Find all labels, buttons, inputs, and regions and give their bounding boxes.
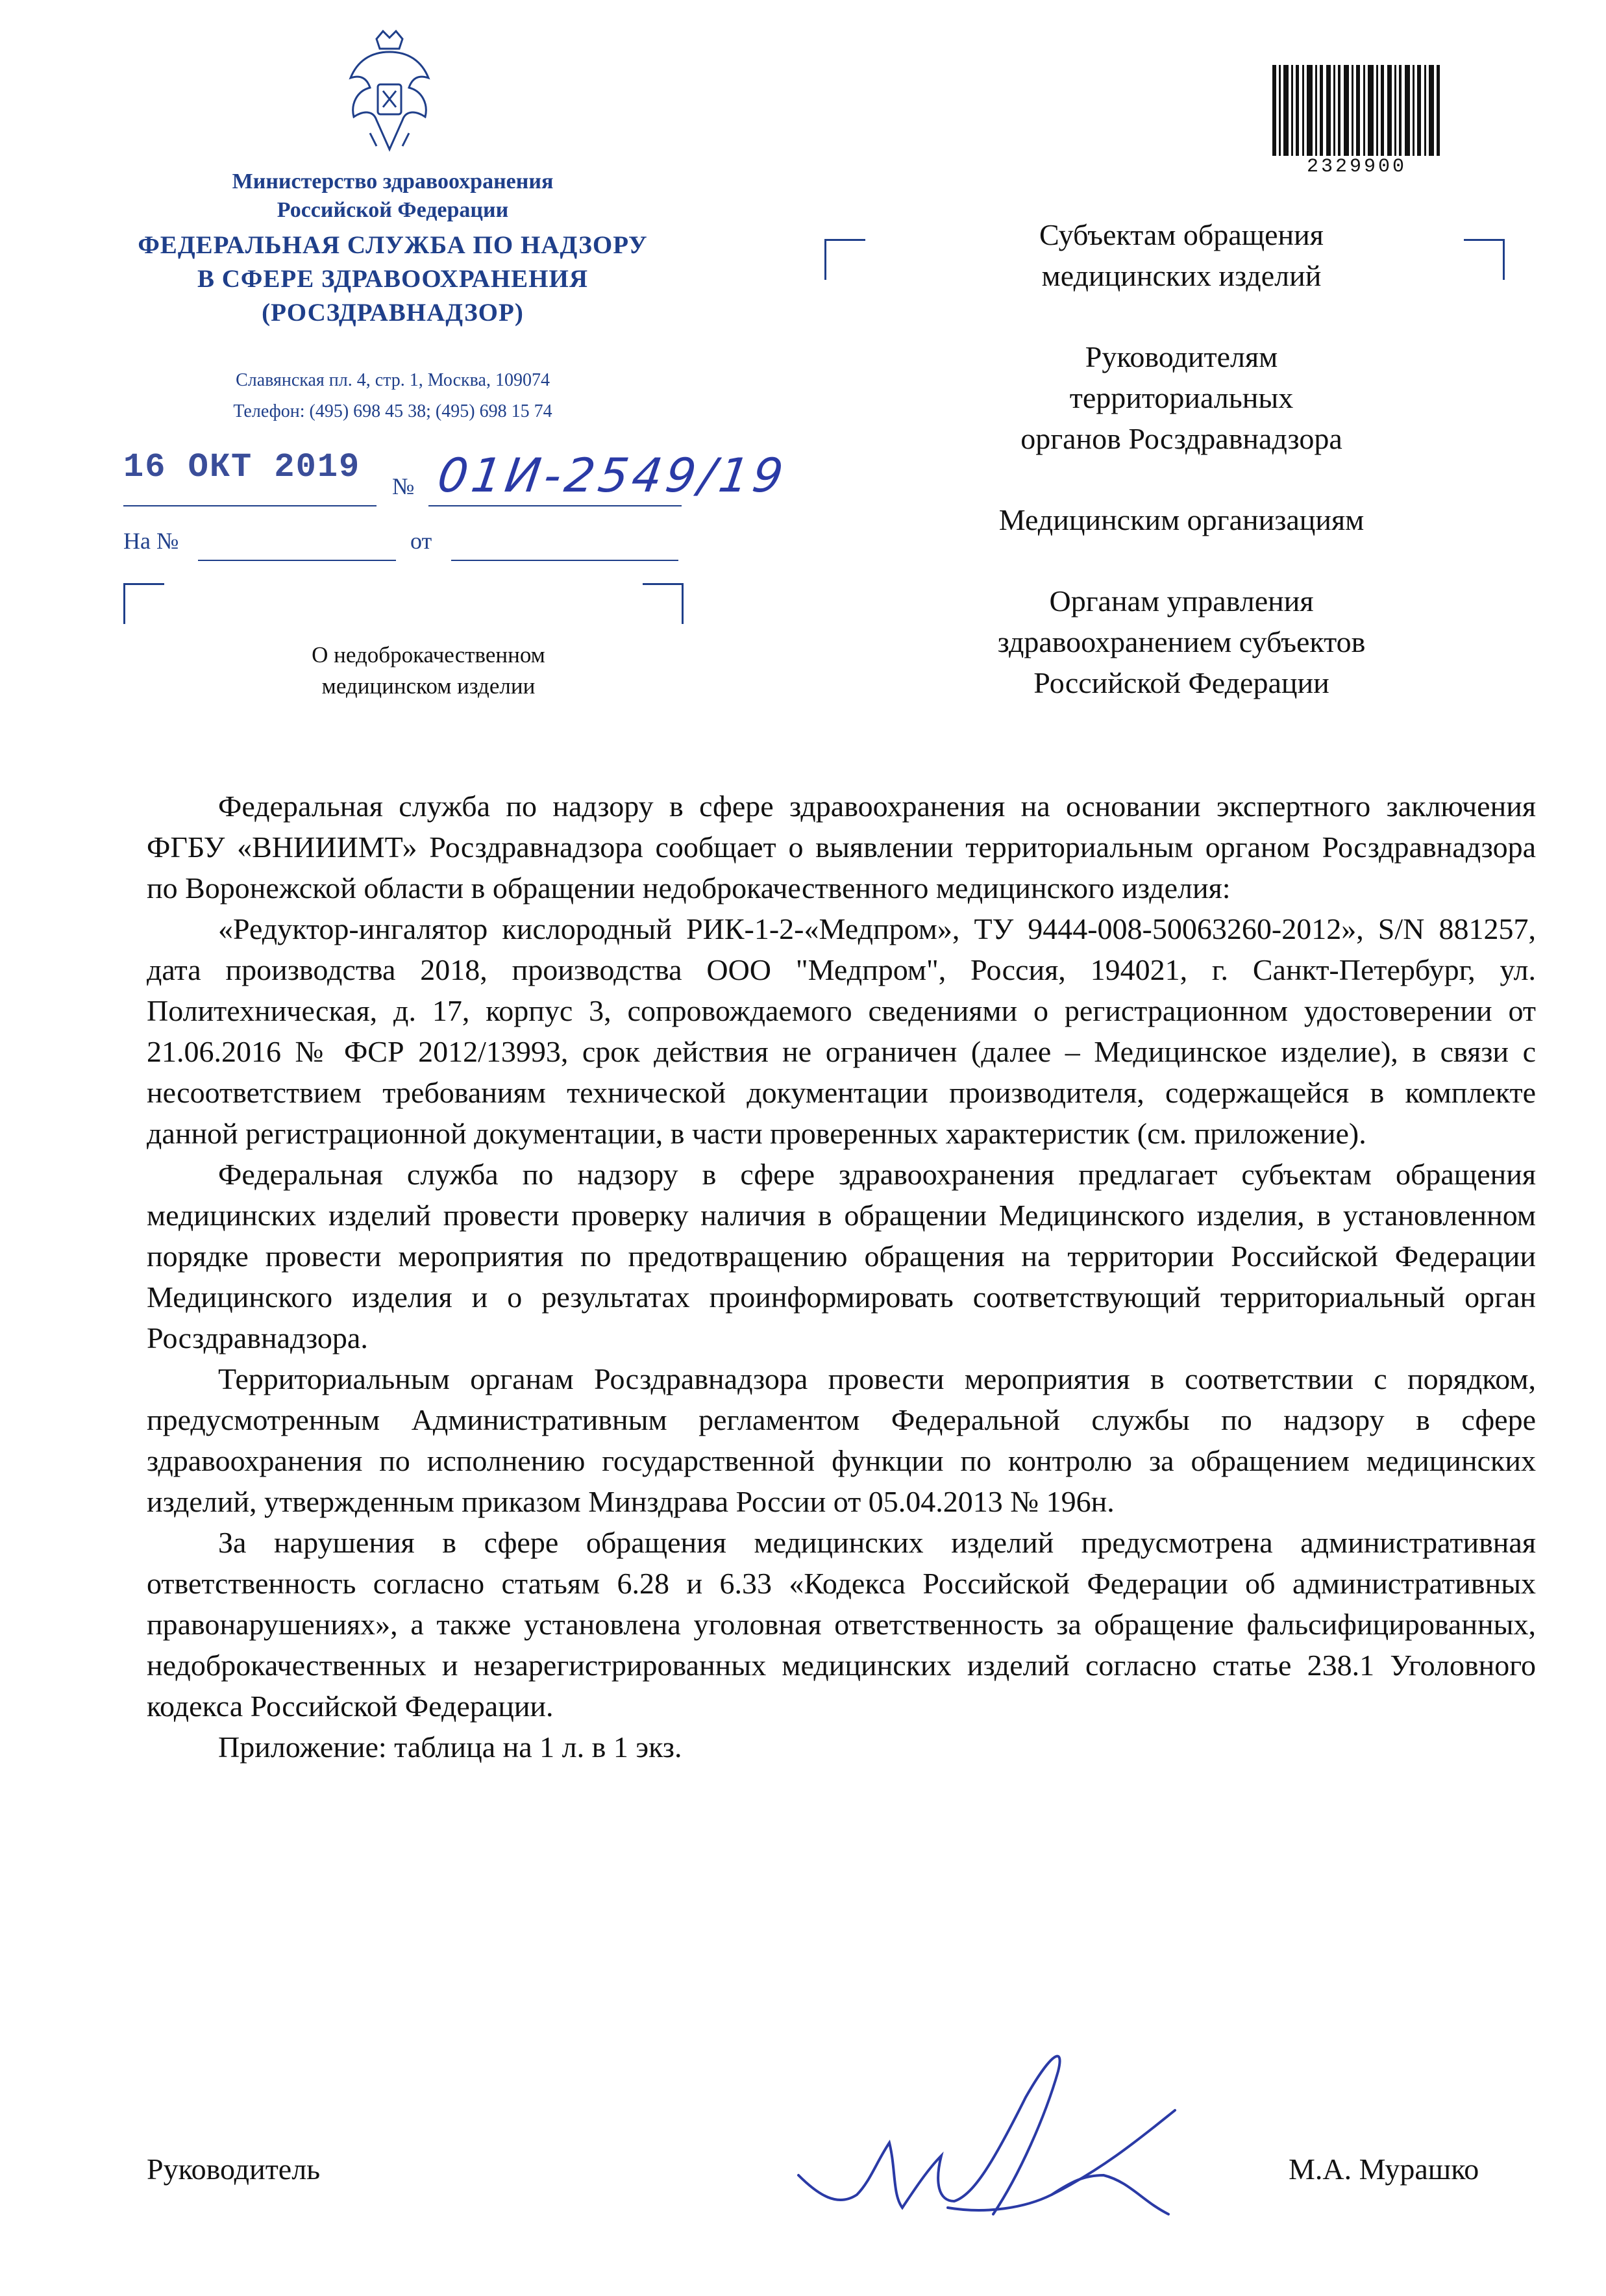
number-label: №: [392, 473, 415, 499]
recipient-line: Органам управления: [1049, 584, 1314, 618]
recipient-corner-left: [824, 239, 865, 280]
recipient-line: Российской Федерации: [1033, 666, 1329, 699]
body-paragraph-4: Территориальным органам Росздравнадзора провести мероприятия в соответствии с порядком, предусмотренным Административным регламентом Федеральной службы по надзору в сфере здравоохранения по исполнению государственной функции по контролю за обращением медицинских изделий, утвержденным приказом Минздрава России от 05.04.2013 № 196н.: [147, 1362, 1536, 1518]
recipient-line: Руководителям: [1085, 340, 1278, 373]
date-stamp: 16 ОКТ 2019: [123, 448, 361, 486]
ministry-line-2: Российской Федерации: [277, 198, 509, 222]
subject-corner-right: [643, 583, 684, 624]
handwritten-signature: [779, 2045, 1233, 2296]
recipient-line: медицинских изделий: [1041, 259, 1322, 292]
sender-address: [123, 365, 662, 427]
phone-line: Телефон: (495) 698 45 38; (495) 698 15 74: [233, 401, 552, 421]
body-paragraph-1: Федеральная служба по надзору в сфере здравоохранения на основании экспертного заключения ФГБУ «ВНИИИМТ» Росздравнадзора сообщает о выявлении территориальным органом Росздравнадзора по Воронежской области в обращении недоброкачественного медицинского изделия:: [147, 790, 1536, 905]
coat-of-arms-icon: [338, 26, 441, 162]
subject-corner-left: [123, 583, 164, 624]
recipient-group: [909, 580, 1454, 703]
body-paragraph-5: За нарушения в сфере обращения медицинских изделий предусмотрена административная ответственность согласно статьям 6.28 и 6.33 «Кодекса Российской Федерации об административных правонарушениях», а также установлена уголовная ответственность за обращение фальсифицированных, недоброкачественных и незарегистрированных медицинских изделий согласно статье 238.1 Уголовного кодекса Российской Федерации.: [147, 1526, 1536, 1723]
ot-underline: [451, 560, 678, 561]
recipient-line: органов Росздравнадзора: [1020, 422, 1342, 455]
date-underline: [123, 505, 377, 506]
service-line-2: В СФЕРЕ ЗДРАВООХРАНЕНИЯ: [197, 265, 589, 293]
signatory-role: Руководитель: [147, 2152, 321, 2186]
signatory-name: М.А. Мурашко: [1289, 2152, 1479, 2186]
ministry-name: [123, 168, 662, 225]
ot-label: от: [410, 528, 432, 554]
subject-line-1: О недоброкачественном: [312, 642, 545, 668]
subject-line: [260, 640, 597, 702]
number-underline: [428, 505, 682, 506]
na-number-label: На №: [123, 528, 179, 554]
subject-line-2: медицинском изделии: [321, 673, 536, 699]
recipient-line: Медицинским организациям: [998, 503, 1365, 536]
na-number-underline: [198, 560, 396, 561]
address-line: Славянская пл. 4, стр. 1, Москва, 109074: [236, 370, 550, 390]
letter-body: [147, 786, 1536, 1767]
recipient-corner-right: [1464, 239, 1505, 280]
service-line-3: (РОСЗДРАВНАДЗОР): [262, 299, 524, 327]
service-line-1: ФЕДЕРАЛЬНАЯ СЛУЖБА ПО НАДЗОРУ: [138, 231, 648, 259]
recipient-line: территориальных: [1069, 381, 1294, 414]
recipients-block: [909, 214, 1454, 743]
recipient-group: [909, 214, 1454, 296]
recipient-line: здравоохранением субъектов: [997, 625, 1366, 658]
ministry-line-1: Министерство здравоохранения: [232, 169, 554, 193]
service-name: [97, 229, 688, 330]
recipient-group: [909, 499, 1454, 540]
recipient-group: [909, 336, 1454, 459]
body-paragraph-3: Федеральная служба по надзору в сфере здравоохранения предлагает субъектам обращения медицинских изделий провести проверку наличия в обращении Медицинского изделия, в установленном порядке провести мероприятия по предотвращению обращения на территории Российской Федерации Медицинского изделия и о результатах проинформировать соответствующий территориальный орган Росздравнадзора.: [147, 1158, 1536, 1354]
body-paragraph-2: «Редуктор-ингалятор кислородный РИК-1-2-«Медпром», ТУ 9444-008-50063260-2012», S/N 881257, дата производства 2018, производства ООО "Медпром", Россия, 194021, г. Санкт-Петербург, ул. Политехническая, д. 17, корпус 3, сопровождаемого сведениями о регистрационном удостоверении от 21.06.2016 № ФСР 2012/13993, срок действия не ограничен (далее – Медицинское изделие), в связи с несоответствием требованиям технической документации производителя, содержащейся в комплекте данной регистрационной документации, в части проверенных характеристик (см. приложение).: [147, 912, 1536, 1150]
attachment-note: Приложение: таблица на 1 л. в 1 экз.: [218, 1730, 682, 1764]
recipient-line: Субъектам обращения: [1039, 218, 1324, 251]
barcode-number: 2329900: [1306, 156, 1407, 178]
registration-number: 01И-2549/19: [434, 448, 791, 503]
barcode: [1272, 65, 1441, 156]
